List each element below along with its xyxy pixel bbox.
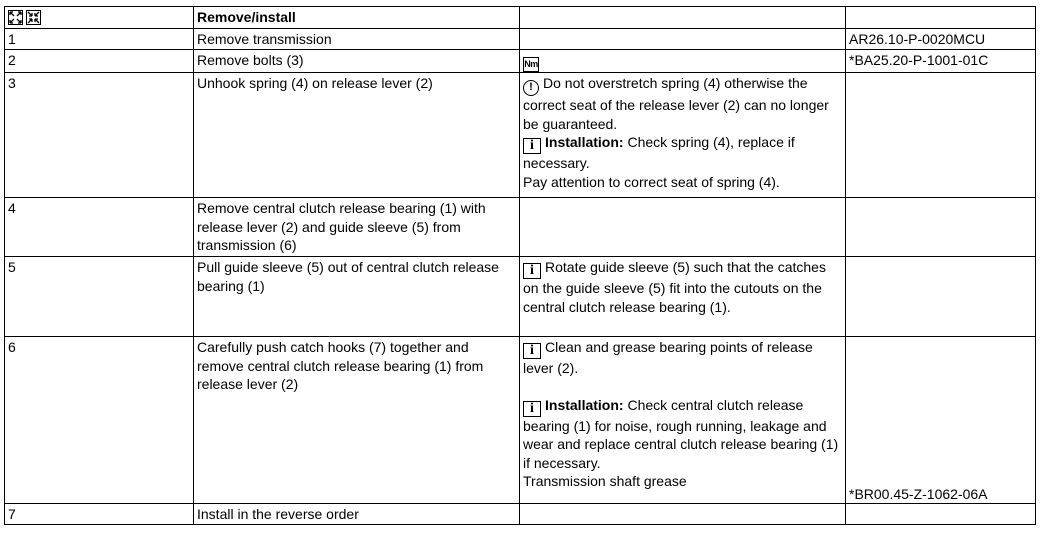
header-icons-cell <box>5 7 194 29</box>
step-action: Install in the reverse order <box>194 504 520 525</box>
step-number: 7 <box>5 504 194 525</box>
torque-icon[interactable]: Nm <box>523 57 539 72</box>
material-text: Transmission shaft grease <box>523 473 687 489</box>
step-action: Remove bolts (3) <box>194 50 520 73</box>
table-row <box>5 50 1036 73</box>
header-empty-cell <box>846 7 1036 29</box>
step-reference <box>846 198 1036 257</box>
step-action: Carefully push catch hooks (7) together and remove central clutch release bearing (1) from release lever (2) <box>194 337 520 504</box>
expand-icon[interactable] <box>8 10 23 25</box>
step-reference-cell <box>846 337 1036 504</box>
header-title: Remove/install <box>194 7 520 29</box>
procedure-table <box>4 6 1036 525</box>
step-reference-link[interactable]: AR26.10-P-0020MCU <box>846 29 1036 50</box>
info-text: Clean and grease bearing points of release lever (2). <box>523 339 813 376</box>
header-empty-cell <box>520 7 846 29</box>
info-icon[interactable]: i <box>523 401 541 417</box>
step-action: Pull guide sleeve (5) out of central clutch release bearing (1) <box>194 257 520 337</box>
step-reference <box>846 73 1036 198</box>
step-notes <box>520 337 846 504</box>
table-row <box>5 337 1036 504</box>
info-icon[interactable]: i <box>523 263 541 279</box>
info-icon[interactable]: i <box>523 343 541 359</box>
step-reference-link[interactable]: *BA25.20-P-1001-01C <box>846 50 1036 73</box>
step-number: 3 <box>5 73 194 198</box>
step-action: Unhook spring (4) on release lever (2) <box>194 73 520 198</box>
header-row <box>5 7 1036 29</box>
warning-icon: ! <box>523 80 539 96</box>
step-number: 5 <box>5 257 194 337</box>
spacer <box>523 378 841 396</box>
step-number: 6 <box>5 337 194 504</box>
table-row <box>5 73 1036 198</box>
step-number: 2 <box>5 50 194 73</box>
table-row <box>5 504 1036 525</box>
step-reference-link[interactable]: *BR00.45-Z-1062-06A <box>849 485 988 502</box>
step-notes <box>520 50 846 73</box>
table-row <box>5 198 1036 257</box>
info-text: Check spring (4), replace if necessary. <box>523 134 795 171</box>
step-reference <box>846 257 1036 337</box>
info-text: Rotate guide sleeve (5) such that the catches on the guide sleeve (5) fit into the cutouts on the central clutch release bearing (1). <box>523 259 826 315</box>
step-number: 4 <box>5 198 194 257</box>
info-icon[interactable]: i <box>523 138 541 154</box>
step-notes <box>520 73 846 198</box>
step-notes <box>520 504 846 525</box>
step-notes <box>520 257 846 337</box>
table-row <box>5 257 1036 337</box>
step-action: Remove central clutch release bearing (1) with release lever (2) and guide sleeve (5) from transmission (6) <box>194 198 520 257</box>
info-label: Installation: <box>545 396 624 413</box>
step-notes <box>520 198 846 257</box>
info-label: Installation: <box>545 134 624 150</box>
step-reference <box>846 504 1036 525</box>
warning-text: Do not overstretch spring (4) otherwise the correct seat of the release lever (2) can no longer be guaranteed. <box>523 75 829 132</box>
info-text: Check central clutch release bearing (1) for noise, rough running, leakage and wear and replace central clutch release bearing (1) if necessary. <box>523 396 839 471</box>
step-notes <box>520 29 846 50</box>
step-number: 1 <box>5 29 194 50</box>
info-extra-text: Pay attention to correct seat of spring (4). <box>523 173 780 190</box>
collapse-icon[interactable] <box>26 10 41 25</box>
step-action: Remove transmission <box>194 29 520 50</box>
table-row <box>5 29 1036 50</box>
